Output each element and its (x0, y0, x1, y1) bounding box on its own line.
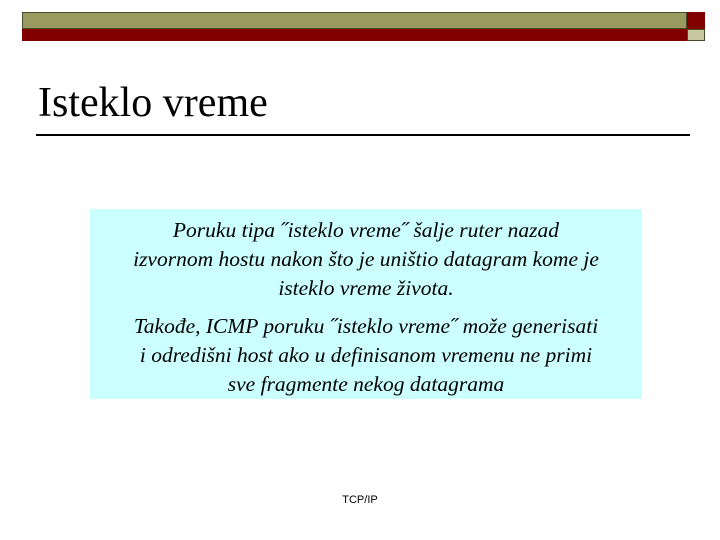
decorative-bar-olive (22, 12, 687, 29)
content-box (90, 209, 642, 399)
paragraph-1-line: Poruku tipa ˝isteklo vreme˝ šalje ruter nazad (172, 218, 560, 242)
paragraph-1-line: isteklo vreme života. (278, 276, 454, 300)
slide-title: Isteklo vreme (38, 80, 268, 126)
decorative-square-maroon (687, 12, 705, 29)
paragraph-2 (90, 312, 642, 399)
paragraph-1 (90, 216, 642, 303)
slide-footer: TCP/IP (342, 494, 378, 506)
paragraph-2-line: Takođe, ICMP poruku ˝isteklo vreme˝ može generisati (133, 314, 599, 338)
decorative-square-olive (687, 29, 705, 41)
decorative-bar-maroon (22, 29, 687, 41)
paragraph-2-line: sve fragmente nekog datagrama (227, 372, 505, 396)
paragraph-1-line: izvornom hostu nakon što je uništio datagram kome je (133, 247, 599, 271)
title-underline (36, 134, 690, 136)
paragraph-2-line: i odredišni host ako u definisanom vremenu ne primi (139, 343, 593, 367)
